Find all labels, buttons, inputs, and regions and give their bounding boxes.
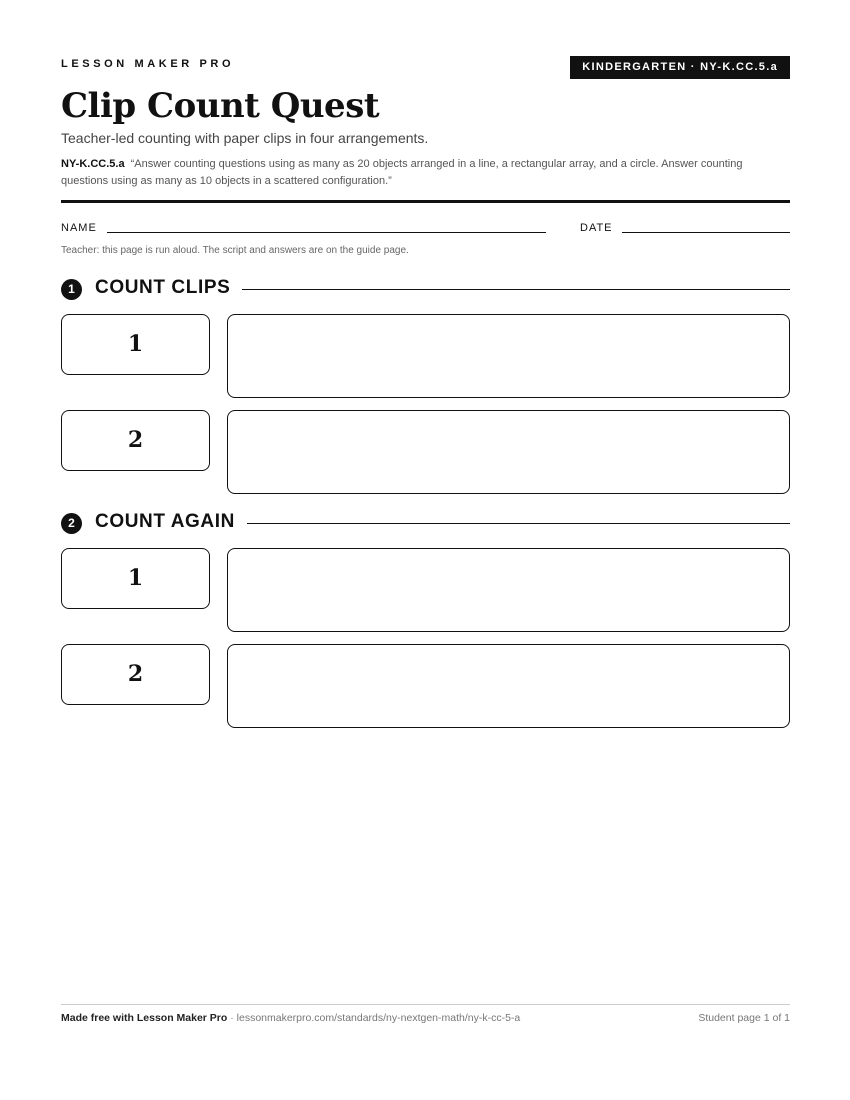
section-number-badge: 1 <box>61 279 82 300</box>
question-row <box>61 644 790 730</box>
question-number-box: 1 <box>61 314 210 375</box>
footer-separator: · <box>227 1012 237 1024</box>
made-with-credit: Made free with Lesson Maker Pro <box>61 1012 228 1024</box>
brand-name: LESSON MAKER PRO <box>61 58 235 70</box>
top-bar <box>61 56 790 80</box>
section-title: COUNT AGAIN <box>95 511 247 533</box>
section-number-badge: 2 <box>61 513 82 534</box>
answer-box[interactable] <box>227 314 790 398</box>
footer-url-link[interactable]: lessonmakerpro.com/standards/ny-nextgen-math/ny-k-cc-5-a <box>236 1012 521 1024</box>
question-number-box: 1 <box>61 548 210 609</box>
question-number-box: 2 <box>61 644 210 705</box>
grade-standard-badge: KINDERGARTEN · NY-K.CC.5.a <box>570 56 790 79</box>
name-field[interactable] <box>107 232 546 233</box>
date-field[interactable] <box>622 232 790 233</box>
date-label: DATE <box>580 222 613 234</box>
section-header-count-again <box>61 511 790 535</box>
page-title: Clip Count Quest <box>61 86 380 126</box>
answer-box[interactable] <box>227 548 790 632</box>
question-number-box: 2 <box>61 410 210 471</box>
teacher-note: Teacher: this page is run aloud. The script and answers are on the guide page. <box>61 245 409 256</box>
page-number: Student page 1 of 1 <box>698 1012 790 1024</box>
header-divider <box>61 200 790 203</box>
standard-description <box>61 156 781 190</box>
standard-code: NY-K.CC.5.a <box>61 158 125 170</box>
name-label: NAME <box>61 222 97 234</box>
question-row <box>61 314 790 400</box>
footer-divider <box>61 1004 790 1005</box>
standard-text: “Answer counting questions using as many as 20 objects arranged in a line, a rectangular array, and a circle. Answer counting questions using as many as 10 objects in a scattered configuration.” <box>61 158 743 187</box>
answer-box[interactable] <box>227 410 790 494</box>
section-title: COUNT CLIPS <box>95 277 242 299</box>
question-row <box>61 410 790 496</box>
footer <box>61 1012 790 1024</box>
worksheet-page <box>61 0 790 1100</box>
answer-box[interactable] <box>227 644 790 728</box>
section-header-count-clips <box>61 277 790 301</box>
name-date-row <box>61 222 790 236</box>
page-subtitle: Teacher-led counting with paper clips in four arrangements. <box>61 130 429 146</box>
question-row <box>61 548 790 634</box>
